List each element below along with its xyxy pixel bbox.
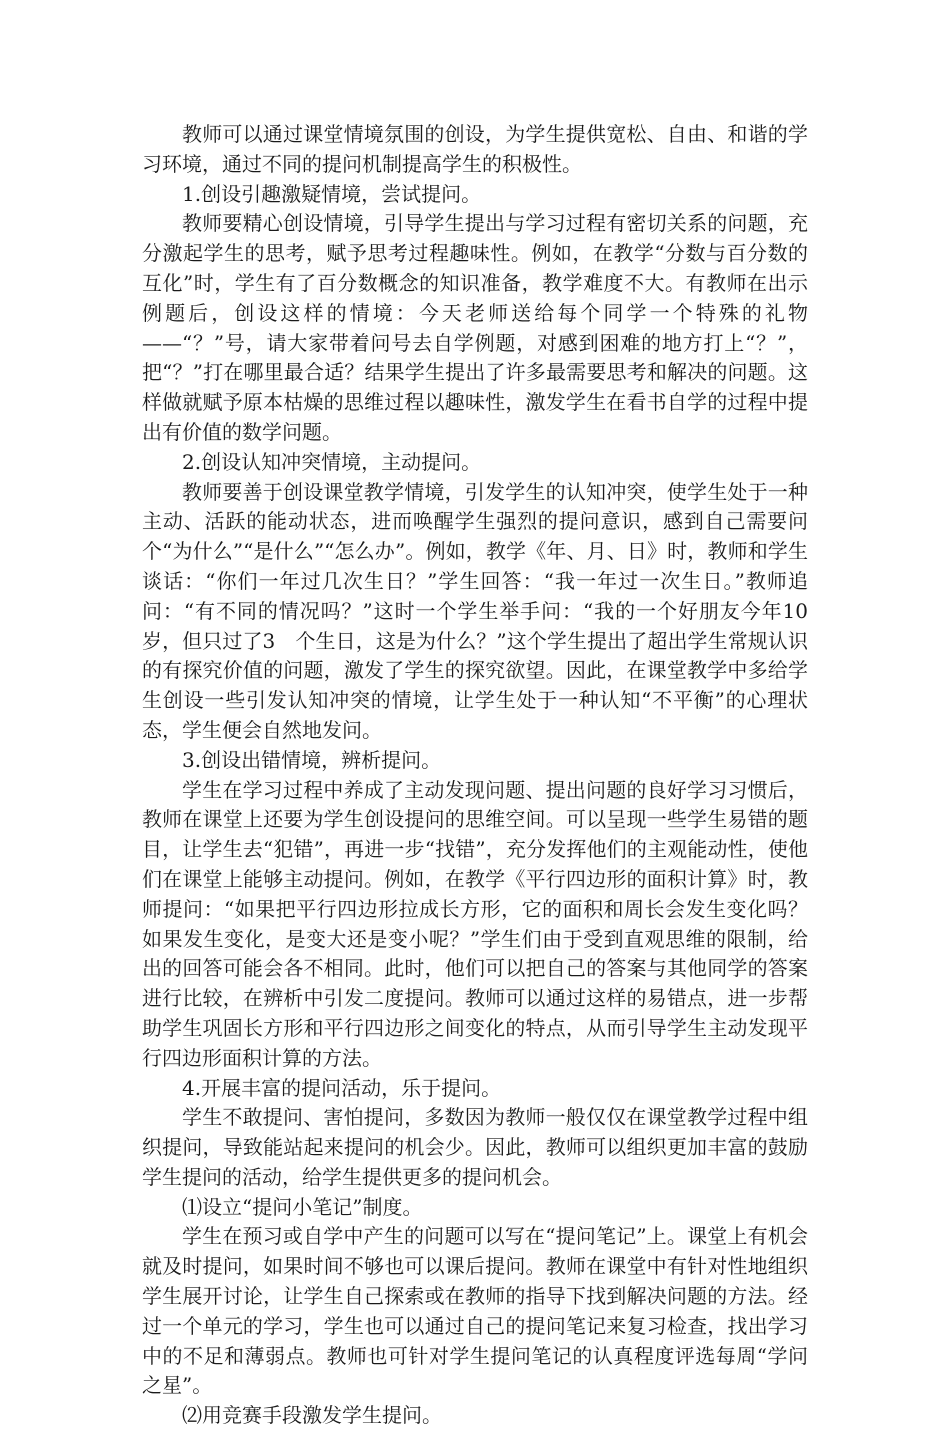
section-heading-2: 2.创设认知冲突情境，主动提问。 [182, 449, 482, 474]
paragraph-intro: 教师可以通过课堂情境氛围的创设，为学生提供宽松、自由、和谐的学习环境，通过不同的提问机制提高学生的积极性。 [142, 122, 808, 176]
document-body [142, 120, 828, 1431]
paragraph-section-2: 教师要善于创设课堂教学情境，引发学生的认知冲突，使学生处于一种主动、活跃的能动状态，进而唤醒学生强烈的提问意识，感到自己需要问个“为什么”“是什么”“怎么办”。例如，教学《年、月、日》时，教师和学生谈话：“你们一年过几次生日？”学生回答：“我一年过一次生日。”教师追问：“有不同的情况吗？”这时一个学生举手问：“我的一个好朋友今年10 岁，但只过了3 个生日，这是为什么？”这个学生提出了超出学生常规认识的有探究价值的问题，激发了学生的探究欲望。因此，在课堂教学中多给学生创设一些引发认知冲突的情境，让学生处于一种认知“不平衡”的心理状态，学生便会自然地发问。 [142, 479, 828, 742]
paragraph-section-4: 学生不敢提问、害怕提问，多数因为教师一般仅仅在课堂教学过程中组织提问，导致能站起来提问的机会少。因此，教师可以组织更加丰富的鼓励学生提问的活动，给学生提供更多的提问机会。 [142, 1105, 808, 1189]
section-heading-1: 1.创设引趣激疑情境，尝试提问。 [182, 181, 482, 206]
subsection-heading-1: ⑴设立“提问小笔记”制度。 [182, 1194, 423, 1219]
section-heading-3: 3.创设出错情境，辨析提问。 [182, 747, 442, 772]
subsection-heading-2: ⑵用竞赛手段激发学生提问。 [182, 1403, 442, 1428]
paragraph-section-1: 教师要精心创设情境，引导学生提出与学习过程有密切关系的问题，充分激起学生的思考，赋予思考过程趣味性。例如，在教学“分数与百分数的互化”时，学生有了百分数概念的知识准备，教学难度不大。有教师在出示例题后，创设这样的情境：今天老师送给每个同学一个特殊的礼物——“？”号，请大家带着问号去自学例题，对感到困难的地方打上“？”，把“？”打在哪里最合适？结果学生提出了许多最需要思考和解决的问题。这样做就赋予原本枯燥的思维过程以趣味性，激发学生在看书自学的过程中提出有价值的数学问题。 [142, 211, 808, 444]
paragraph-section-3: 学生在学习过程中养成了主动发现问题、提出问题的良好学习习惯后，教师在课堂上还要为学生创设提问的思维空间。可以呈现一些学生易错的题目，让学生去“犯错”，再进一步“找错”，充分发挥他们的主观能动性，使他们在课堂上能够主动提问。例如，在教学《平行四边形的面积计算》时，教师提问：“如果把平行四边形拉成长方形，它的面积和周长会发生变化吗？如果发生变化，是变大还是变小呢？”学生们由于受到直观思维的限制，给出的回答可能会各不相同。此时，他们可以把自己的答案与其他同学的答案进行比较，在辨析中引发二度提问。教师可以通过这样的易错点，进一步帮助学生巩固长方形和平行四边形之间变化的特点，从而引导学生主动发现平行四边形面积计算的方法。 [142, 777, 808, 1070]
section-heading-4: 4.开展丰富的提问活动，乐于提问。 [182, 1075, 502, 1100]
paragraph-subsection-1: 学生在预习或自学中产生的问题可以写在“提问笔记”上。课堂上有机会就及时提问，如果时间不够也可以课后提问。教师在课堂中有针对性地组织学生展开讨论，让学生自己探索或在教师的指导下找到解决问题的方法。经过一个单元的学习，学生也可以通过自己的提问笔记来复习检查，找出学习中的不足和薄弱点。教师也可针对学生提问笔记的认真程度评选每周“学问之星”。 [142, 1224, 808, 1398]
